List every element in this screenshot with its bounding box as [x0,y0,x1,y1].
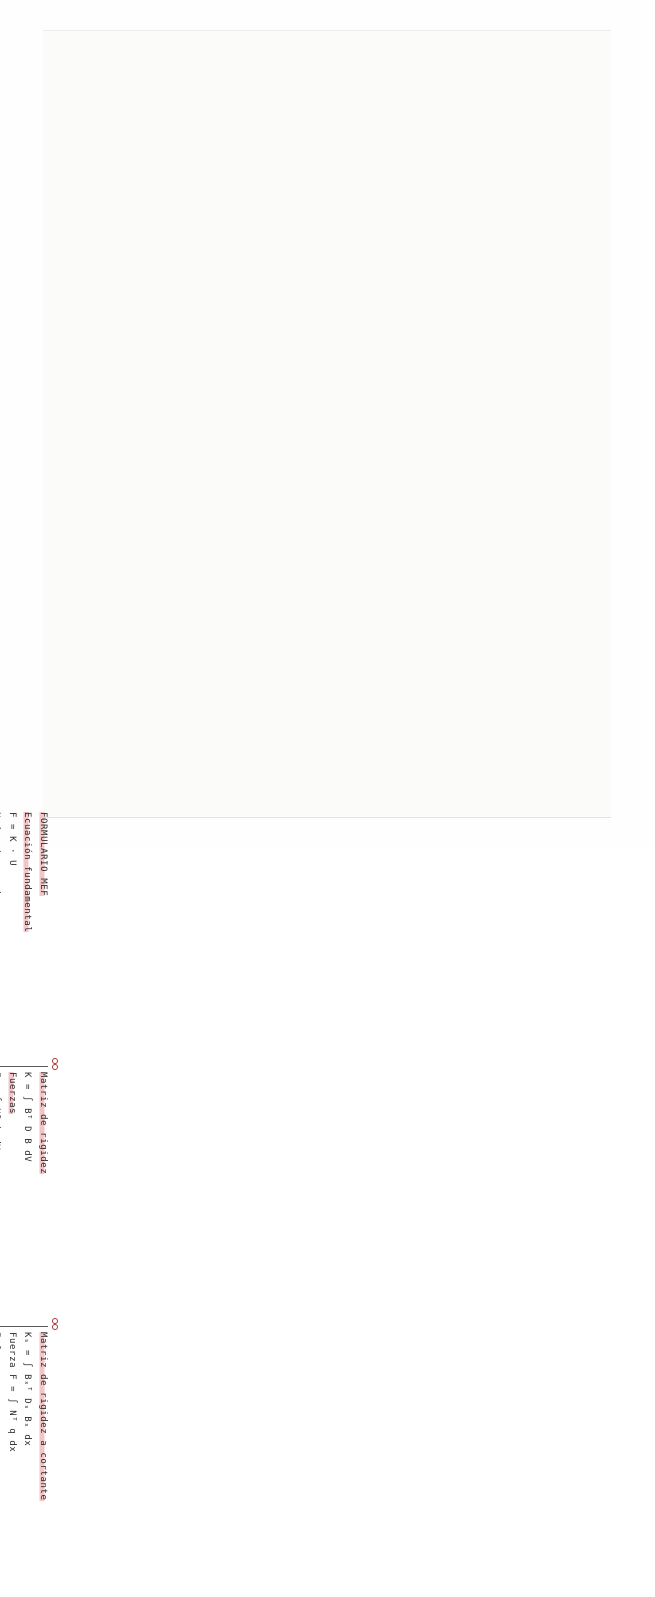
note-line [4,1072,20,1322]
note-line [4,1332,20,1582]
column-2 [0,1072,50,1322]
column-divider [0,1066,48,1067]
note-text [0,1332,2,1386]
note-text: F = K · U [7,812,17,867]
mark [52,1064,58,1070]
note-text: Kₛ = ∫ Bₛᵀ Dₛ Bₛ dx [22,1332,33,1447]
notes-rotated [0,812,50,1582]
column-1 [0,812,50,1062]
note-line [4,812,20,1062]
note-line [0,1072,4,1322]
note-line [19,1332,35,1582]
column-3 [0,1332,50,1582]
note-text: Ecuación fundamental [22,812,33,933]
note-text [0,1072,2,1150]
note-line [0,812,4,1062]
note-text: Matriz de rigidez [38,1072,48,1175]
note-line [19,812,35,1062]
note-text: FORMULARIO MEF [38,812,48,897]
note-line [35,1072,51,1322]
mark [52,1324,58,1330]
column-divider [0,1326,48,1327]
note-text: Fuerza F = ∫ Nᵀ q dx [7,1332,17,1453]
note-text: Matriz de rigidez a cortante [38,1332,48,1501]
note-line [35,812,51,1062]
note-text [0,812,2,896]
paper-sheet [43,30,611,818]
note-text: K = ∫ Bᵀ D B dV [22,1072,33,1163]
note-line [35,1332,51,1582]
note-text: Fuerzas [7,1072,17,1115]
note-line [19,1072,35,1322]
note-line [0,1332,4,1582]
